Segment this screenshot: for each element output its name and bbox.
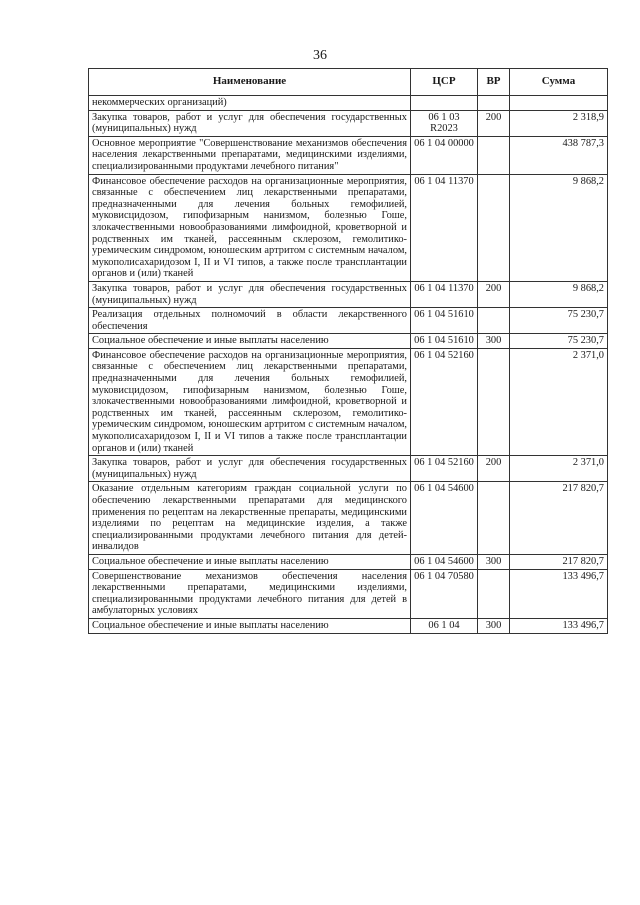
cell-sum: 438 787,3	[510, 136, 608, 174]
cell-csr: 06 1 04 00000	[411, 136, 478, 174]
cell-name: некоммерческих организаций)	[89, 96, 411, 111]
page-number: 36	[313, 48, 327, 63]
cell-name: Социальное обеспечение и иные выплаты населению	[89, 554, 411, 569]
table-row	[89, 308, 608, 334]
cell-vr: 200	[478, 110, 510, 136]
budget-table	[88, 68, 608, 634]
cell-csr: 06 1 04 52160	[411, 348, 478, 455]
cell-sum: 133 496,7	[510, 569, 608, 618]
table-row	[89, 618, 608, 633]
header-csr: ЦСР	[411, 69, 478, 96]
cell-sum: 75 230,7	[510, 334, 608, 349]
cell-csr: 06 1 04	[411, 618, 478, 633]
header-vr: ВР	[478, 69, 510, 96]
cell-csr	[411, 96, 478, 111]
cell-sum: 2 318,9	[510, 110, 608, 136]
table-row	[89, 136, 608, 174]
cell-csr: 06 1 04 11370	[411, 281, 478, 307]
cell-vr	[478, 96, 510, 111]
header-name: Наименование	[89, 69, 411, 96]
cell-sum: 2 371,0	[510, 348, 608, 455]
cell-sum: 9 868,2	[510, 174, 608, 281]
cell-csr: 06 1 04 54600	[411, 554, 478, 569]
cell-name: Финансовое обеспечение расходов на организационные мероприятия, связанные с обеспечением лиц лекарственными препаратами, предназначенными для лечения больных гемофилией, муковисцидозом, гипофизарным нанизмом, болезнью Гоше, злокачественными новообразованиями лимфоидной, кроветворной и родственных им тканей, рассеянным склерозом, гемолитико-уремическим синдромом, юношеским артритом с системным началом, мукополисахаридозом I, II и VI типов, а также после трансплантации органов и (или) тканей	[89, 174, 411, 281]
cell-sum: 75 230,7	[510, 308, 608, 334]
table-row	[89, 110, 608, 136]
cell-csr: 06 1 04 54600	[411, 482, 478, 555]
cell-vr	[478, 308, 510, 334]
table-header-row	[89, 69, 608, 96]
cell-name: Закупка товаров, работ и услуг для обеспечения государственных (муниципальных) нужд	[89, 110, 411, 136]
cell-csr: 06 1 04 11370	[411, 174, 478, 281]
cell-name: Закупка товаров, работ и услуг для обеспечения государственных (муниципальных) нужд	[89, 456, 411, 482]
cell-csr: 06 1 04 51610	[411, 308, 478, 334]
cell-vr: 300	[478, 618, 510, 633]
table-row	[89, 456, 608, 482]
cell-csr: 06 1 04 70580	[411, 569, 478, 618]
cell-vr	[478, 482, 510, 555]
cell-vr	[478, 136, 510, 174]
cell-name: Социальное обеспечение и иные выплаты населению	[89, 618, 411, 633]
table-row	[89, 482, 608, 555]
cell-sum: 217 820,7	[510, 554, 608, 569]
cell-csr: 06 1 04 52160	[411, 456, 478, 482]
cell-vr	[478, 348, 510, 455]
table-row	[89, 569, 608, 618]
cell-csr: 06 1 03 R2023	[411, 110, 478, 136]
cell-name: Оказание отдельным категориям граждан социальной услуги по обеспечению лекарственными препаратами для медицинского применения по рецептам на лекарственные препараты, медицинскими изделиями по рецептам на медицинские изделия, а также специализированными продуктами лечебного питания для детей-инвалидов	[89, 482, 411, 555]
cell-sum: 9 868,2	[510, 281, 608, 307]
cell-name: Совершенствование механизмов обеспечения населения лекарственными препаратами, медицинскими изделиями, специализированными продуктами лечебного питания для детей в амбулаторных условиях	[89, 569, 411, 618]
cell-csr: 06 1 04 51610	[411, 334, 478, 349]
cell-sum: 2 371,0	[510, 456, 608, 482]
cell-vr: 300	[478, 334, 510, 349]
cell-vr: 200	[478, 281, 510, 307]
cell-vr: 300	[478, 554, 510, 569]
cell-name: Реализация отдельных полномочий в области лекарственного обеспечения	[89, 308, 411, 334]
cell-sum	[510, 96, 608, 111]
table-row	[89, 554, 608, 569]
cell-name: Закупка товаров, работ и услуг для обеспечения государственных (муниципальных) нужд	[89, 281, 411, 307]
cell-vr: 200	[478, 456, 510, 482]
table-row	[89, 174, 608, 281]
table-row	[89, 281, 608, 307]
header-sum: Сумма	[510, 69, 608, 96]
table-row	[89, 334, 608, 349]
cell-vr	[478, 174, 510, 281]
table-row	[89, 96, 608, 111]
cell-sum: 217 820,7	[510, 482, 608, 555]
cell-name: Основное мероприятие "Совершенствование механизмов обеспечения населения лекарственными препаратами, медицинскими изделиями, специализированными продуктами лечебного питания"	[89, 136, 411, 174]
cell-sum: 133 496,7	[510, 618, 608, 633]
table-row	[89, 348, 608, 455]
cell-name: Социальное обеспечение и иные выплаты населению	[89, 334, 411, 349]
cell-vr	[478, 569, 510, 618]
cell-name: Финансовое обеспечение расходов на организационные мероприятия, связанные с обеспечением лиц лекарственными препаратами, предназначенными для лечения больных гемофилией, муковисцидозом, гипофизарным нанизмом, болезнью Гоше, злокачественными новообразованиями лимфоидной, кроветворной и родственных им тканей, рассеянным склерозом, гемолитико-уремическим синдромом, юношеским артритом с системным началом, мукополисахаридозом I, II и VI типов а также после трансплантации органов и (или) тканей	[89, 348, 411, 455]
